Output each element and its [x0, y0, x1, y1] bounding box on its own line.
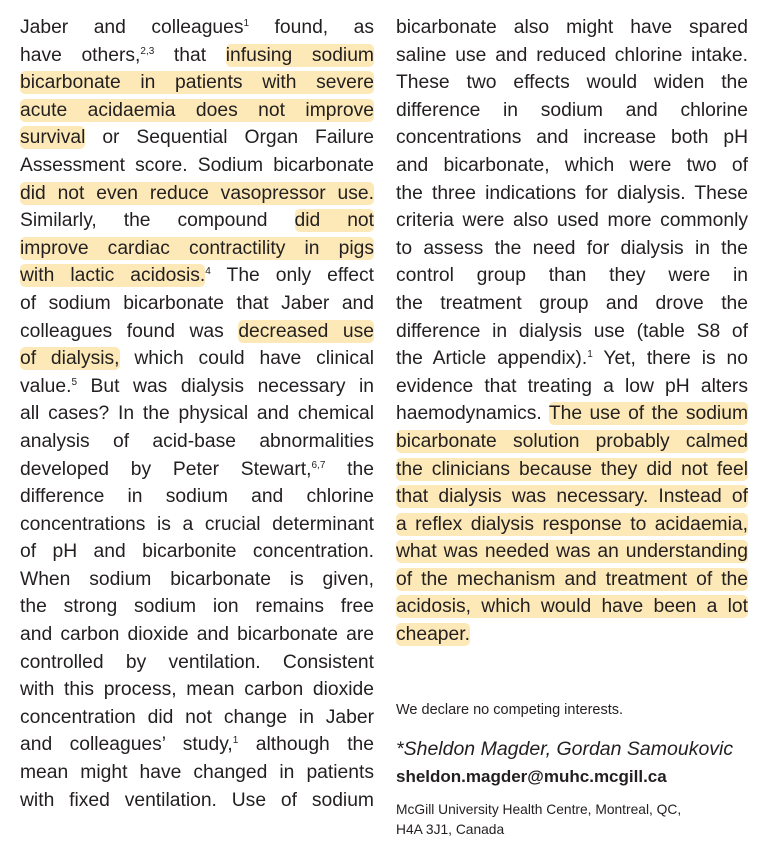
text-line — [20, 152, 374, 180]
text-line — [20, 456, 374, 484]
text-run: Yet, there is no — [592, 348, 748, 370]
author-email[interactable]: sheldon.magder@muhc.mcgill.ca — [396, 767, 667, 786]
text-line — [20, 593, 374, 621]
text-line — [396, 124, 748, 152]
text-line — [396, 42, 748, 70]
text-line — [20, 97, 374, 125]
text-line — [20, 511, 374, 539]
text-run: colleagues found was — [20, 320, 239, 342]
text-run: which could have clinical — [119, 348, 374, 370]
text-run: saline use and reduced chlorine intake. — [396, 44, 748, 66]
text-line — [20, 649, 374, 677]
text-run: concentrations and increase both pH — [396, 127, 748, 149]
right-column — [396, 14, 748, 649]
highlighted-text: bicarbonate solution probably calmed — [396, 430, 748, 452]
text-run: The only effect — [210, 265, 374, 287]
text-line — [20, 483, 374, 511]
text-run: the — [325, 458, 374, 480]
text-run: analysis of acid-base abnormalities — [20, 430, 374, 452]
text-line — [396, 235, 748, 263]
text-line — [396, 400, 748, 428]
affiliation — [396, 800, 756, 840]
text-line — [20, 566, 374, 594]
text-run: to assess the need for dialysis in the — [396, 237, 748, 259]
text-run: haemodynamics. — [396, 403, 549, 425]
text-run: concentration did not change in Jaber — [20, 706, 374, 728]
highlighted-text: cheaper. — [396, 624, 470, 646]
text-line — [396, 180, 748, 208]
text-line — [20, 621, 374, 649]
citation-ref: 4 — [205, 266, 211, 278]
citation-ref: 1 — [232, 735, 239, 747]
text-run: control group than they were in — [396, 265, 748, 287]
text-run: with this process, mean carbon dioxide — [20, 679, 374, 701]
text-line — [20, 345, 374, 373]
text-line — [396, 345, 748, 373]
highlighted-text: what was needed was an understanding — [396, 541, 748, 563]
text-line — [396, 152, 748, 180]
text-line — [20, 318, 374, 346]
text-line — [20, 14, 374, 42]
text-line — [396, 483, 748, 511]
highlighted-text: did not even reduce vasopressor use. — [20, 182, 374, 204]
text-line — [20, 787, 374, 815]
text-run: bicarbonate also might have spared — [396, 17, 748, 38]
highlighted-text: of the mechanism and treatment of the — [396, 568, 748, 590]
text-line — [396, 593, 748, 621]
text-run: These two effects would widen the — [396, 72, 748, 94]
highlighted-text: The use of the sodium — [548, 403, 749, 425]
text-run: controlled by ventilation. Consistent — [20, 651, 374, 673]
text-line — [396, 373, 748, 401]
text-run: criteria were also used more commonly — [396, 210, 748, 232]
text-line — [396, 207, 748, 235]
affiliation-line-2: H4A 3J1, Canada — [396, 822, 505, 837]
text-line — [396, 318, 748, 346]
text-line — [396, 538, 748, 566]
text-run: although the — [238, 734, 374, 756]
highlighted-text: of dialysis, — [20, 348, 120, 370]
text-run: Similarly, the compound — [20, 210, 295, 232]
highlighted-text: with lactic acidosis. — [20, 265, 206, 287]
text-run: and carbon dioxide and bicarbonate are — [20, 624, 374, 646]
affiliation-line-1: McGill University Health Centre, Montreal, QC, — [396, 802, 682, 817]
text-line — [20, 124, 374, 152]
text-run: the Article appendix). — [396, 348, 588, 370]
highlighted-text: did not — [294, 210, 374, 232]
left-column — [20, 14, 374, 814]
text-line — [396, 456, 748, 484]
text-run: difference in dialysis use (table S8 of — [396, 320, 748, 342]
text-line — [20, 262, 374, 290]
text-run: of sodium bicarbonate that Jaber and — [20, 292, 374, 314]
highlighted-text: that dialysis was necessary. Instead of — [396, 486, 748, 508]
text-run: the strong sodium ion remains free — [20, 596, 374, 618]
citation-ref: 1 — [243, 18, 250, 29]
text-run: Jaber and colleagues — [20, 17, 244, 38]
text-line — [20, 759, 374, 787]
text-line — [396, 511, 748, 539]
text-run: of pH and bicarbonite concentration. — [20, 541, 374, 563]
text-run: all cases? In the physical and chemical — [20, 403, 374, 425]
text-line — [20, 731, 374, 759]
text-run: and colleagues’ study, — [20, 734, 233, 756]
highlighted-text: decreased use — [238, 320, 374, 342]
text-line — [20, 400, 374, 428]
text-run: developed by Peter Stewart, — [20, 458, 312, 480]
highlighted-text: acute acidaemia does not improve — [20, 99, 374, 121]
text-run: difference in sodium and chlorine — [396, 99, 748, 121]
text-line — [396, 621, 748, 649]
highlighted-text: survival — [20, 127, 86, 149]
citation-ref: 6,7 — [311, 459, 326, 471]
text-line — [396, 97, 748, 125]
text-run: have others, — [20, 44, 141, 66]
text-run: difference in sodium and chlorine — [20, 486, 374, 508]
text-run: or Sequential Organ Failure — [85, 127, 374, 149]
text-line — [20, 373, 374, 401]
text-line — [20, 704, 374, 732]
text-line — [396, 566, 748, 594]
text-line — [396, 428, 748, 456]
text-line — [20, 180, 374, 208]
highlighted-text: acidosis, which would have been a lot — [396, 596, 748, 618]
text-line — [20, 42, 374, 70]
text-line — [20, 676, 374, 704]
text-run: the three indications for dialysis. These — [396, 182, 748, 204]
highlighted-text: improve cardiac contractility in pigs — [20, 237, 374, 259]
text-run: that — [154, 44, 226, 66]
text-run: the treatment group and drove the — [396, 292, 748, 314]
highlighted-text: a reflex dialysis response to acidaemia, — [396, 513, 748, 535]
text-run: concentrations is a crucial determinant — [20, 513, 374, 535]
text-run: Assessment score. Sodium bicarbonate — [20, 154, 374, 176]
text-run: mean might have changed in patients — [20, 762, 374, 784]
text-line — [396, 69, 748, 97]
text-line — [20, 428, 374, 456]
text-run: and bicarbonate, which were two of — [396, 154, 748, 176]
citation-ref: 5 — [71, 376, 78, 388]
text-line — [396, 262, 748, 290]
text-line — [20, 207, 374, 235]
highlighted-text: the clinicians because they did not feel — [396, 458, 748, 480]
text-run: found, as — [249, 17, 374, 38]
highlighted-text: infusing sodium — [225, 44, 374, 66]
text-run: When sodium bicarbonate is given, — [20, 568, 374, 590]
text-line — [20, 69, 374, 97]
text-line — [396, 14, 748, 42]
competing-interests: We declare no competing interests. — [396, 702, 624, 718]
text-line — [20, 290, 374, 318]
text-run: evidence that treating a low pH alters — [396, 375, 748, 397]
text-line — [20, 538, 374, 566]
text-run: But was dialysis necessary in — [77, 375, 374, 397]
text-line — [396, 290, 748, 318]
text-line — [20, 235, 374, 263]
text-run: value. — [20, 375, 72, 397]
highlighted-text: bicarbonate in patients with severe — [20, 72, 374, 94]
citation-ref: 1 — [587, 349, 593, 361]
citation-ref: 2,3 — [140, 45, 155, 57]
text-run: with fixed ventilation. Use of sodium — [20, 789, 374, 811]
author-names: *Sheldon Magder, Gordan Samoukovic — [396, 738, 734, 760]
